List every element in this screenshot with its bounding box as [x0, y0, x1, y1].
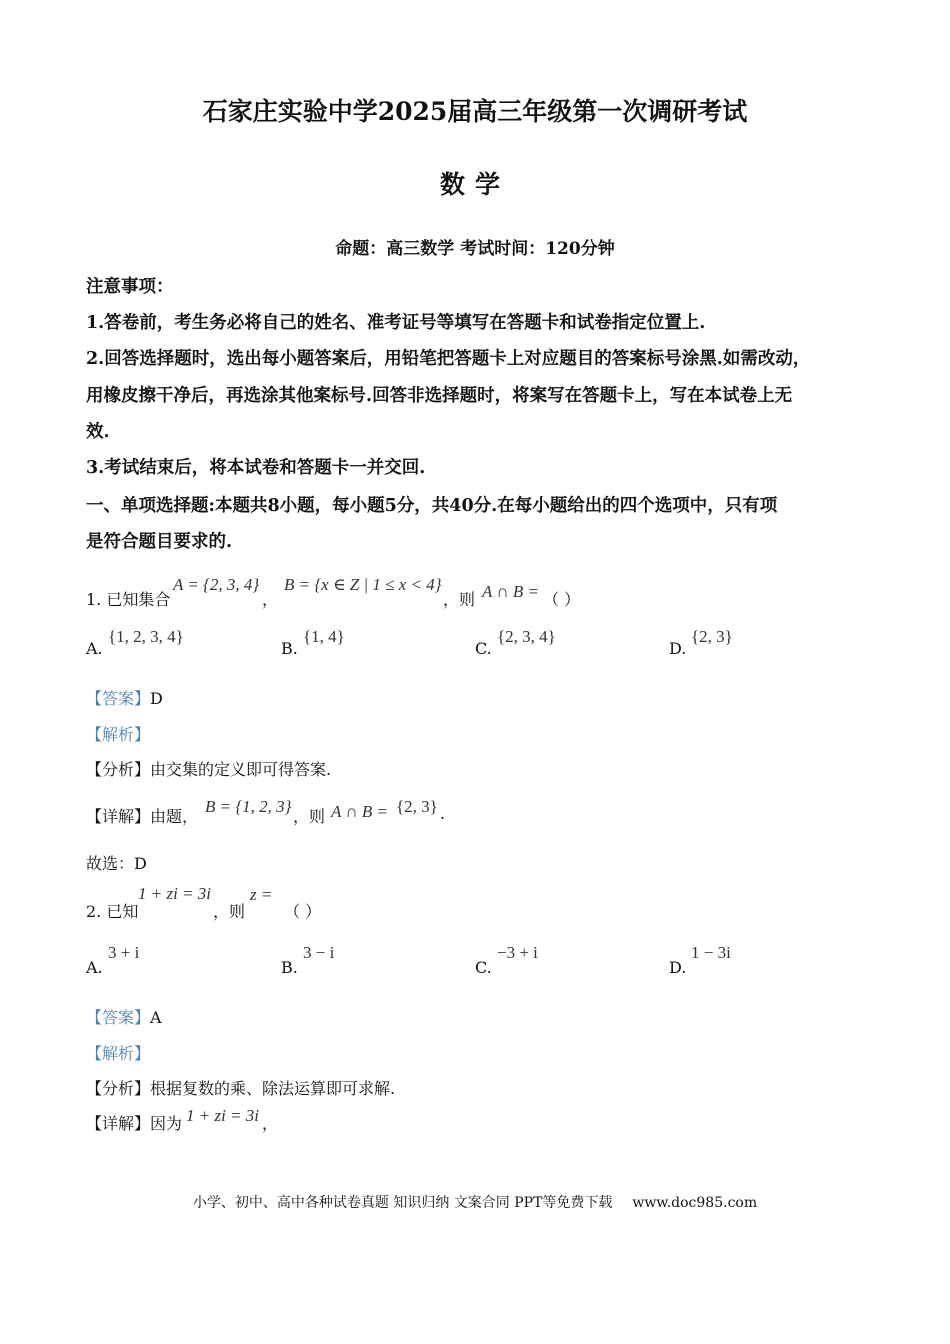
q2-option-b-label: B.	[281, 958, 298, 977]
q2-expression: z =	[250, 885, 273, 904]
note-3: 3.考试结束后，将本试卷和答题卡一并交回.	[86, 458, 426, 478]
q1-expression: A ∩ B =	[482, 582, 539, 601]
q1-detail-then: ，则	[293, 807, 326, 826]
q1-option-b-label: B.	[281, 639, 298, 658]
q1-option-d: {2, 3}	[691, 627, 733, 646]
analysis-text: 根据复数的乘、除法运算即可求解.	[150, 1079, 396, 1098]
note-2-line-2: 用橡皮擦干净后，再选涂其他案标号.回答非选择题时，将案写在答题卡上，写在本试卷上无	[86, 386, 793, 406]
analysis-text: 由交集的定义即可得答案.	[150, 760, 332, 779]
q2-option-a: 3 + i	[108, 943, 140, 962]
q1-set-a: A = {2, 3, 4}	[173, 575, 260, 594]
subject-title: 数学	[439, 170, 510, 199]
detail-tag: 【详解】	[86, 807, 151, 826]
q2-analysis	[86, 1076, 395, 1099]
answer-tag: 【答案】	[86, 1008, 151, 1027]
q1-answer-paren: （ ）	[543, 590, 581, 609]
note-2-line-1: 2.回答选择题时，选出每小题答案后，用铅笔把答题卡上对应题目的答案标号涂黑.如需改动，	[86, 349, 811, 369]
q1-choose: 故选：D	[86, 854, 147, 873]
q1-option-d-label: D.	[669, 639, 687, 658]
detail-text: 因为	[150, 1114, 183, 1133]
q1-answer	[86, 686, 163, 709]
q2-condition: 1 + zi = 3i	[138, 884, 212, 903]
footer-text: 小学、初中、高中各种试卷真题 知识归纳 文案合同 PPT等免费下载	[192, 1195, 613, 1211]
q2-option-b: 3 − i	[303, 943, 335, 962]
q1-detail-result: {2, 3}	[396, 797, 438, 816]
section-1-line-2: 是符合题目要求的.	[86, 532, 233, 552]
detail-tag: 【详解】	[86, 1114, 151, 1133]
q1-set-b: B = {x ∈ Z | 1 ≤ x < 4}	[284, 575, 442, 594]
q2-option-c: −3 + i	[497, 943, 538, 962]
answer-value: A	[150, 1008, 162, 1027]
q1-option-a-label: A.	[86, 639, 103, 658]
q1-option-c: {2, 3, 4}	[497, 627, 556, 646]
q1-detail-period: .	[440, 804, 446, 823]
q2-jiexi-tag: 【解析】	[86, 1044, 151, 1063]
exam-title: 石家庄实验中学2025届高三年级第一次调研考试	[202, 97, 748, 126]
q2-option-a-label: A.	[86, 958, 103, 977]
q1-detail-prefix	[86, 804, 198, 827]
q2-option-d: 1 − 3i	[691, 943, 731, 962]
footer-url[interactable]: www.doc985.com	[632, 1195, 758, 1211]
q2-detail-condition: 1 + zi = 3i	[186, 1106, 260, 1125]
note-2-line-3: 效.	[86, 422, 110, 442]
section-1-line-1: 一、单项选择题:本题共8小题，每小题5分，共40分.在每小题给出的四个选项中，只有项	[86, 496, 778, 516]
q2-answer-paren: （ ）	[284, 902, 322, 921]
q1-option-b: {1, 4}	[303, 627, 345, 646]
q1-option-c-label: C.	[475, 639, 492, 658]
q1-option-a: {1, 2, 3, 4}	[108, 627, 184, 646]
q2-then: ，则	[213, 902, 246, 921]
notes-heading: 注意事项：	[86, 277, 174, 297]
q1-analysis	[86, 757, 331, 780]
q2-answer	[86, 1005, 162, 1028]
note-1: 1.答卷前，考生务必将自己的姓名、准考证号等填写在答题卡和试卷指定位置上.	[86, 313, 706, 333]
answer-tag: 【答案】	[86, 689, 151, 708]
page-footer	[0, 1192, 950, 1212]
q1-then: ，则	[443, 590, 476, 609]
q1-detail-intersection: A ∩ B =	[331, 802, 388, 821]
answer-value: D	[150, 689, 163, 708]
q1-jiexi-tag: 【解析】	[86, 725, 151, 744]
q2-detail-comma: ，	[262, 1114, 279, 1133]
analysis-tag: 【分析】	[86, 760, 151, 779]
q2-detail-prefix	[86, 1111, 182, 1134]
q2-option-d-label: D.	[669, 958, 687, 977]
q2-prefix: 2. 已知	[86, 902, 139, 921]
q2-option-c-label: C.	[475, 958, 492, 977]
detail-text: 由题，	[150, 807, 199, 826]
exam-info: 命题：高三数学 考试时间：120分钟	[335, 239, 615, 259]
q1-detail-set-b: B = {1, 2, 3}	[205, 797, 292, 816]
q1-comma: ，	[262, 590, 279, 609]
analysis-tag: 【分析】	[86, 1079, 151, 1098]
q1-prefix: 1. 已知集合	[86, 590, 171, 609]
